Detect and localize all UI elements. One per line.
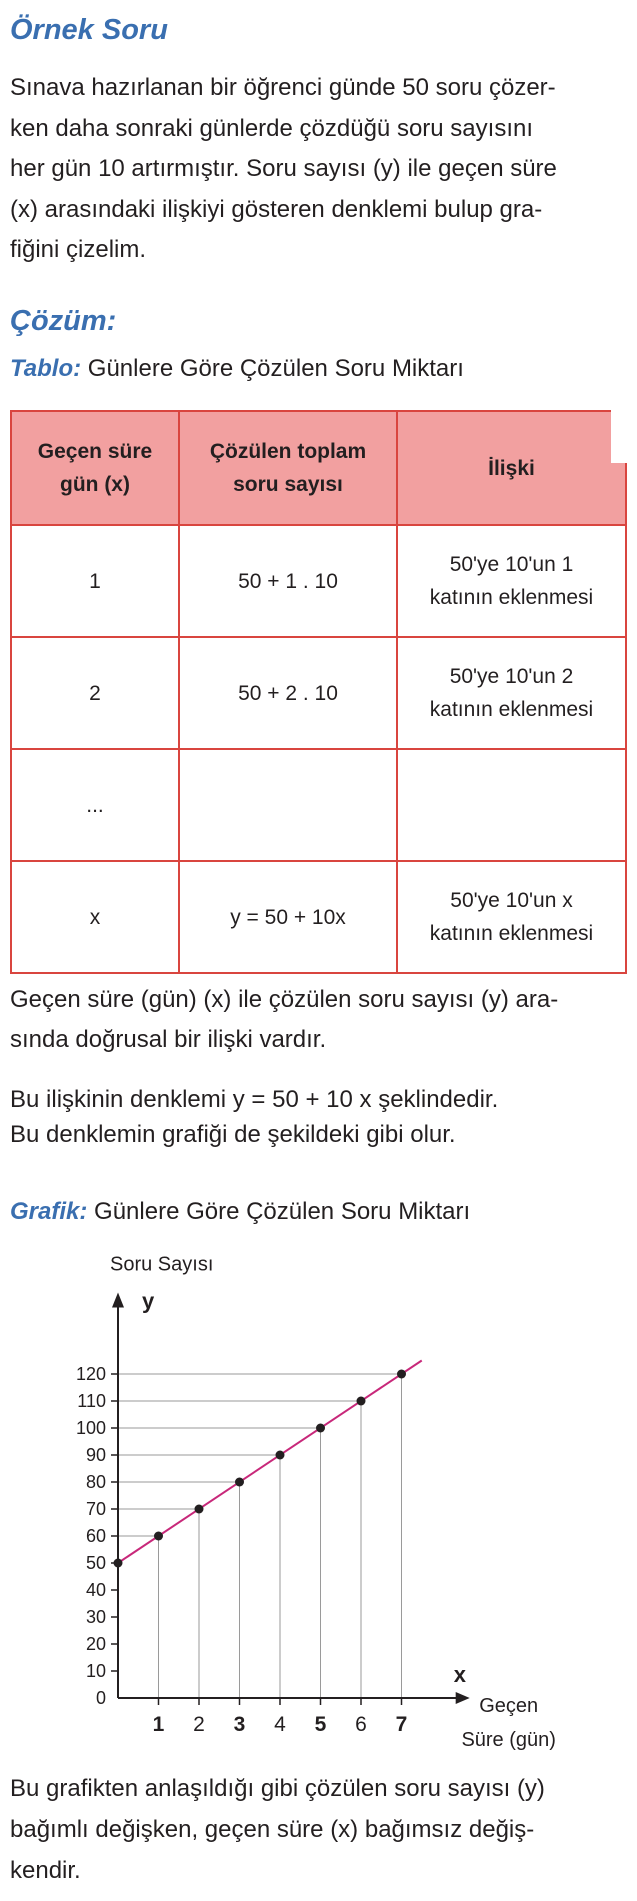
label-layer <box>76 1254 556 1751</box>
problem-line: her gün 10 artırmıştır. Soru sayısı (y) ile geçen süre <box>10 155 557 182</box>
solution-title: Çözüm: <box>10 305 117 337</box>
relation-line: 50'ye 10'un 2 <box>449 665 574 688</box>
total-cell: 50 + 2 . 10 <box>179 637 397 749</box>
relation-line: 50'ye 10'un 1 <box>449 553 574 576</box>
day-cell: ... <box>11 749 179 861</box>
relation-line: katının eklenmesi <box>429 698 594 721</box>
total-cell <box>179 749 397 861</box>
data-point <box>154 1532 163 1541</box>
problem-line: fiğini çizelim. <box>10 236 147 263</box>
y-axis-title: Soru Sayısı <box>110 1253 214 1276</box>
conclusion-line: Bu denklemin grafiği de şekildeki gibi olur. <box>10 1121 456 1148</box>
final-line: bağımlı değişken, geçen süre (x) bağımsız değiş- <box>10 1816 535 1843</box>
header-line: gün (x) <box>60 473 130 496</box>
conclusion-line: Geçen süre (gün) (x) ile çözülen soru sayısı (y) ara- <box>10 986 559 1013</box>
x-tick-label: 7 <box>395 1713 408 1736</box>
table-edge-mask <box>611 408 637 463</box>
y-axis-letter: y <box>142 1288 155 1314</box>
conclusion-paragraph-2 <box>10 1082 628 1152</box>
axes-layer <box>111 1293 470 1706</box>
conclusion-paragraph-1 <box>10 980 628 1060</box>
y-tick-label: 90 <box>85 1445 106 1465</box>
y-tick-label: 80 <box>85 1472 106 1492</box>
graph-caption-text: Günlere Göre Çözülen Soru Miktarı <box>87 1198 471 1225</box>
data-point <box>235 1478 244 1487</box>
example-title: Örnek Soru <box>10 14 168 46</box>
header-elapsed-time <box>11 411 179 525</box>
table-header-row <box>11 411 626 525</box>
y-tick-label: 50 <box>85 1553 106 1573</box>
table-caption-label: Tablo: <box>10 355 82 382</box>
table-row <box>11 637 626 749</box>
data-point <box>195 1505 204 1514</box>
relation-cell <box>397 637 626 749</box>
relation-line: katının eklenmesi <box>429 586 594 609</box>
y-tick-label: 100 <box>75 1418 106 1438</box>
header-line: İlişki <box>488 456 535 480</box>
y-tick-label: 20 <box>85 1634 106 1654</box>
x-axis-arrow-icon <box>456 1692 470 1704</box>
table-caption <box>10 355 464 383</box>
relation-cell <box>397 525 626 637</box>
series-layer <box>114 1361 422 1568</box>
graph-caption-label: Grafik: <box>10 1198 88 1225</box>
table-row <box>11 749 626 861</box>
y-tick-label: 10 <box>85 1661 106 1681</box>
relation-line: 50'ye 10'un x <box>450 889 573 912</box>
problem-text <box>10 68 628 271</box>
conclusion-line: Bu ilişkinin denklemi y = 50 + 10 x şeklindedir. <box>10 1086 499 1113</box>
problem-line: ken daha sonraki günlerde çözdüğü soru sayısını <box>10 114 533 142</box>
y-tick-label: 30 <box>85 1607 106 1627</box>
header-line: soru sayısı <box>233 473 343 496</box>
y-tick-label: 40 <box>85 1580 106 1600</box>
x-axis-letter: x <box>453 1662 466 1687</box>
x-axis-title-line: Geçen <box>479 1695 539 1717</box>
data-point <box>316 1424 325 1433</box>
x-tick-label: 3 <box>233 1713 246 1736</box>
header-line: Çözülen toplam <box>209 440 367 463</box>
y-tick-label: 60 <box>85 1526 106 1546</box>
data-point <box>397 1370 406 1379</box>
final-line: kendir. <box>10 1857 81 1884</box>
table-caption-text: Günlere Göre Çözülen Soru Miktarı <box>81 355 464 382</box>
day-cell: x <box>11 861 179 973</box>
x-tick-label: 6 <box>355 1713 367 1736</box>
relation-cell <box>397 749 626 861</box>
y-tick-label: 110 <box>77 1391 106 1411</box>
y-tick-label: 70 <box>85 1499 106 1519</box>
line-chart <box>0 1250 637 1750</box>
total-cell: 50 + 1 . 10 <box>179 525 397 637</box>
x-tick-label: 1 <box>152 1713 165 1736</box>
data-point <box>114 1559 123 1568</box>
relation-cell <box>397 861 626 973</box>
table-row <box>11 861 626 973</box>
problem-line: (x) arasındaki ilişkiyi gösteren denklemi bulup gra- <box>10 195 543 223</box>
header-total-questions <box>179 411 397 525</box>
data-table <box>10 410 627 974</box>
final-paragraph <box>10 1768 628 1891</box>
y-tick-label: 120 <box>75 1364 106 1384</box>
day-cell: 1 <box>11 525 179 637</box>
day-cell: 2 <box>11 637 179 749</box>
data-point <box>276 1451 285 1460</box>
problem-line: Sınava hazırlanan bir öğrenci günde 50 soru çözer- <box>10 74 556 101</box>
table-row <box>11 525 626 637</box>
relation-line: katının eklenmesi <box>429 922 594 945</box>
y-axis-arrow-icon <box>112 1293 124 1308</box>
x-tick-label: 4 <box>274 1713 286 1736</box>
header-relation <box>397 411 626 525</box>
x-tick-label: 5 <box>314 1713 327 1736</box>
x-tick-label: 2 <box>193 1713 205 1736</box>
header-line: Geçen süre <box>37 440 153 463</box>
final-line: Bu grafikten anlaşıldığı gibi çözülen soru sayısı (y) <box>10 1775 545 1802</box>
graph-caption <box>10 1198 470 1226</box>
series-line <box>118 1361 422 1564</box>
y-tick-label: 0 <box>95 1688 106 1708</box>
total-cell: y = 50 + 10x <box>179 861 397 973</box>
x-axis-title-line: Süre (gün) <box>461 1729 556 1750</box>
data-point <box>357 1397 366 1406</box>
conclusion-line: sında doğrusal bir ilişki vardır. <box>10 1026 327 1053</box>
